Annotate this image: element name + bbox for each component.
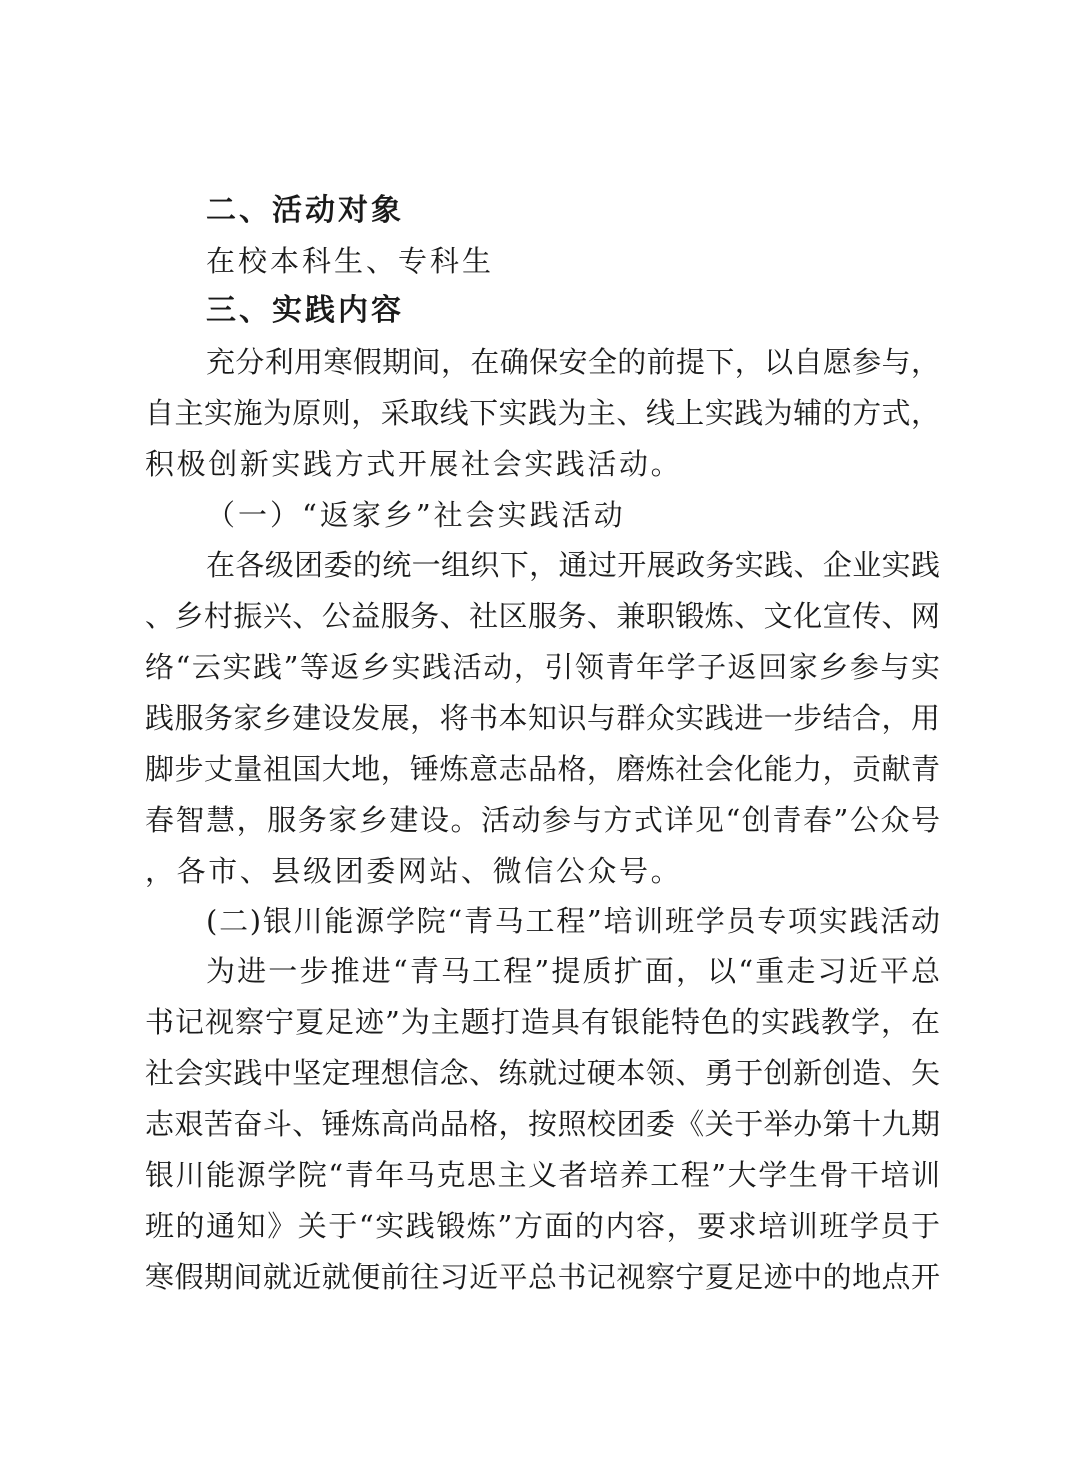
- sub-two-line: 寒假期间就近就便前往习近平总书记视察宁夏足迹中的地点开: [145, 1260, 940, 1294]
- sub-two-line: 为进一步推进“青马工程”提质扩面，以“重走习近平总: [206, 954, 940, 988]
- sub-two-heading: (二)银川能源学院“青马工程”培训班学员专项实践活动: [206, 904, 940, 938]
- sub-two-line: 社会实践中坚定理想信念、练就过硬本领、勇于创新创造、矢: [145, 1056, 940, 1090]
- sub-one-line: 、乡村振兴、公益服务、社区服务、兼职锻炼、文化宣传、网: [145, 599, 940, 633]
- sub-two-line: 班的通知》关于“实践锻炼”方面的内容，要求培训班学员于: [145, 1209, 940, 1243]
- sub-two-line: 志艰苦奋斗、锤炼高尚品格，按照校团委《关于举办第十九期: [145, 1107, 940, 1141]
- section-two-heading: 二、活动对象: [206, 193, 404, 228]
- sub-one-line: 脚步丈量祖国大地，锤炼意志品格，磨炼社会化能力，贡献青: [145, 752, 940, 786]
- section-three-heading: 三、实践内容: [206, 293, 404, 328]
- section-three-intro-line: 积极创新实践方式开展社会实践活动。: [145, 447, 683, 481]
- sub-two-line: 银川能源学院“青年马克思主义者培养工程”大学生骨干培训: [145, 1158, 940, 1192]
- sub-one-line: 春智慧，服务家乡建设。活动参与方式详见“创青春”公众号: [145, 803, 940, 837]
- sub-one-line: 在各级团委的统一组织下，通过开展政务实践、企业实践: [206, 548, 940, 582]
- sub-one-line: 络“云实践”等返乡实践活动，引领青年学子返回家乡参与实: [145, 650, 940, 684]
- sub-one-heading: （一）“返家乡”社会实践活动: [206, 498, 626, 532]
- sub-one-line: ，各市、县级团委网站、微信公众号。: [145, 854, 683, 888]
- sub-two-line: 书记视察宁夏足迹”为主题打造具有银能特色的实践教学，在: [145, 1005, 940, 1039]
- section-three-intro-line: 自主实施为原则，采取线下实践为主、线上实践为辅的方式，: [145, 396, 940, 430]
- section-two-body: 在校本科生、专科生: [206, 244, 495, 278]
- section-three-intro-line: 充分利用寒假期间，在确保安全的前提下，以自愿参与，: [206, 345, 940, 379]
- sub-one-line: 践服务家乡建设发展，将书本知识与群众实践进一步结合，用: [145, 701, 940, 735]
